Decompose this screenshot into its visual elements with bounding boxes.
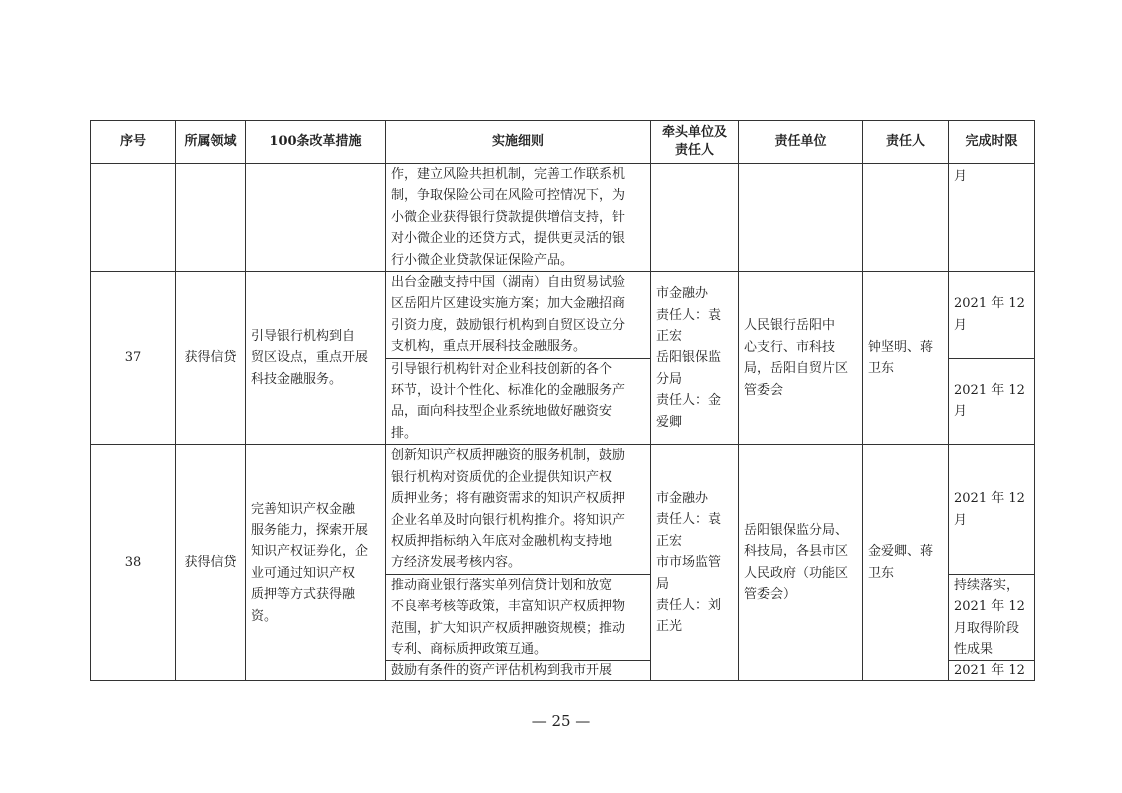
row-person: 钟坚明、蒋 卫东: [863, 272, 949, 445]
row-person: 金爱卿、蒋 卫东: [863, 445, 949, 681]
header-no: 序号: [91, 121, 176, 164]
deadline-cell: 持续落实， 2021 年 12 月取得阶段 性成果: [949, 574, 1035, 661]
table-row: [91, 272, 1035, 359]
row-measure: 完善知识产权金融 服务能力，探索开展 知识产权证券化，企 业可通过知识产权 质押等方式获得融 资。: [246, 445, 386, 681]
row-domain: 获得信贷: [176, 272, 246, 445]
header-domain: 所属领域: [176, 121, 246, 164]
deadline-cell: 2021 年 12 月: [949, 445, 1035, 574]
row-units: 人民银行岳阳中 心支行、市科技 局，岳阳自贸片区 管委会: [739, 272, 863, 445]
row-no: 38: [91, 445, 176, 681]
table-row-continuation: [91, 164, 1035, 272]
reform-measures-table: [90, 120, 1035, 681]
detail-cell: 引导银行机构针对企业科技创新的各个 环节，设计个性化、标准化的金融服务产 品，面向科技型企业系统地做好融资安 排。: [386, 358, 651, 445]
row-units: 岳阳银保监分局、 科技局，各县市区 人民政府（功能区 管委会）: [739, 445, 863, 681]
deadline-cell: 2021 年 12: [949, 661, 1035, 681]
detail-cell: 创新知识产权质押融资的服务机制，鼓励 银行机构对资质优的企业提供知识产权 质押业务；将有融资需求的知识产权质押 企业名单及时向银行机构推介。将知识产 权质押指标纳入年底对金融机构支持地 方经济发展考核内容。: [386, 445, 651, 574]
detail-cell: 鼓励有条件的资产评估机构到我市开展: [386, 661, 651, 681]
detail-cell: 作，建立风险共担机制，完善工作联系机 制，争取保险公司在风险可控情况下，为 小微企业获得银行贷款提供增信支持，针 对小微企业的还贷方式，提供更灵活的银 行小微企业贷款保证保险产品。: [386, 164, 651, 272]
row-domain: 获得信贷: [176, 445, 246, 681]
header-units: 责任单位: [739, 121, 863, 164]
row-measure: 引导银行机构到自 贸区设点，重点开展 科技金融服务。: [246, 272, 386, 445]
row-no: 37: [91, 272, 176, 445]
page-number: — 25 —: [531, 712, 591, 730]
deadline-cell: 2021 年 12 月: [949, 358, 1035, 445]
header-deadline: 完成时限: [949, 121, 1035, 164]
header-detail: 实施细则: [386, 121, 651, 164]
header-person: 责任人: [863, 121, 949, 164]
header-measure: 100条改革措施: [246, 121, 386, 164]
table-row: [91, 445, 1035, 574]
table-header-row: [91, 121, 1035, 164]
detail-cell: 出台金融支持中国（湖南）自由贸易试验 区岳阳片区建设实施方案；加大金融招商 引资力度，鼓励银行机构到自贸区设立分 支机构，重点开展科技金融服务。: [386, 272, 651, 359]
header-lead: 牵头单位及 责任人: [651, 121, 739, 164]
deadline-cell: 月: [949, 164, 1035, 272]
row-lead: 市金融办 责任人：袁 正宏 岳阳银保监 分局 责任人：金 爱卿: [651, 272, 739, 445]
detail-cell: 推动商业银行落实单列信贷计划和放宽 不良率考核等政策，丰富知识产权质押物 范围，扩大知识产权质押融资规模；推动 专利、商标质押政策互通。: [386, 574, 651, 661]
row-lead: 市金融办 责任人：袁 正宏 市市场监管 局 责任人：刘 正光: [651, 445, 739, 681]
deadline-cell: 2021 年 12 月: [949, 272, 1035, 359]
